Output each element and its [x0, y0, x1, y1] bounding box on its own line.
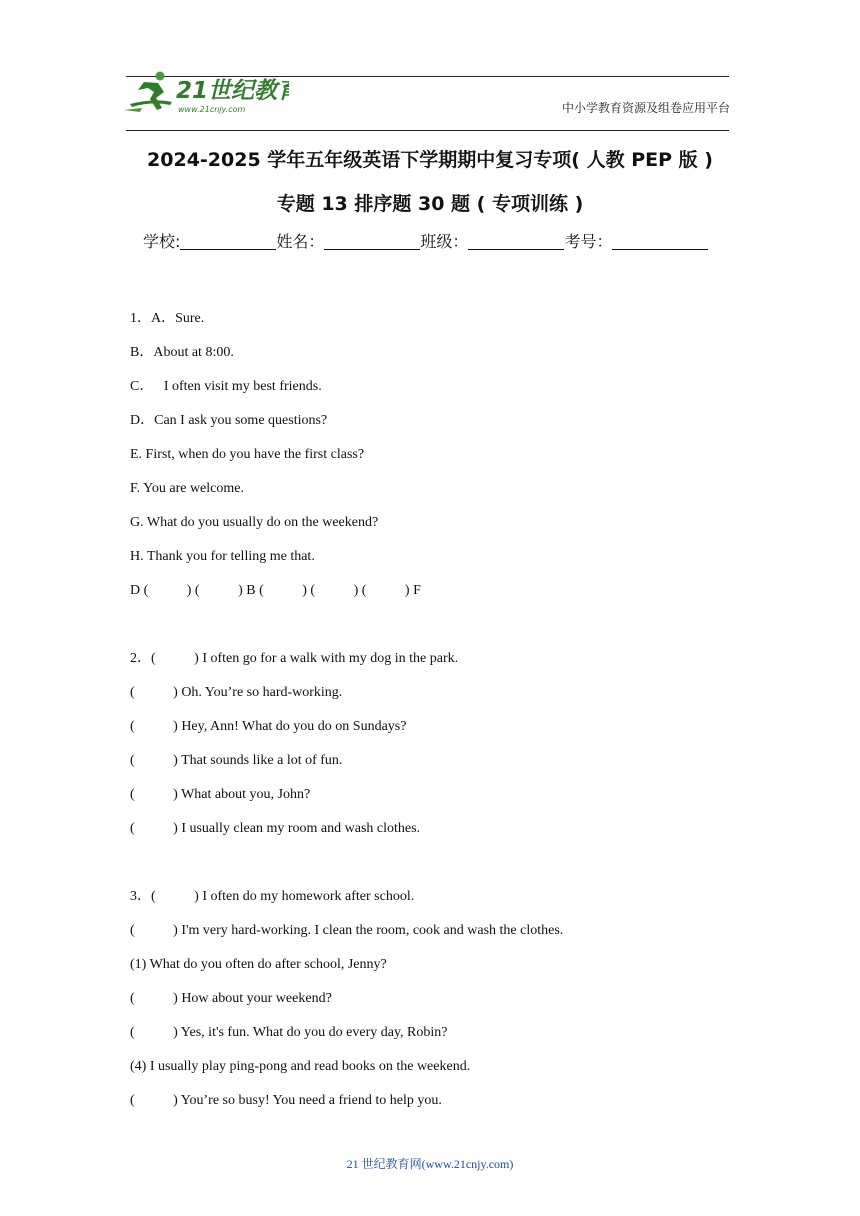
student-info-row [143, 229, 708, 252]
header-bottom-rule [126, 130, 729, 131]
number-blank[interactable] [612, 233, 708, 250]
question-line[interactable]: ( ) Hey, Ann! What do you do on Sundays? [130, 719, 407, 734]
school-label: 学校: [143, 232, 181, 251]
question-line[interactable]: 3．( ) I often do my homework after school. [130, 889, 415, 904]
site-logo [124, 68, 289, 116]
question-line: 1．A．Sure. [130, 311, 205, 326]
answer-sequence[interactable]: D ( ) ( ) B ( ) ( ) ( ) F [130, 583, 421, 598]
question-spacer [130, 853, 730, 887]
runner-icon [124, 68, 289, 116]
question-spacer [130, 615, 730, 649]
question-line[interactable]: 2．( ) I often go for a walk with my dog in the park. [130, 651, 459, 666]
question-line[interactable]: ( ) What about you, John? [130, 787, 311, 802]
question-line: F. You are welcome. [130, 481, 244, 496]
class-label: 班级： [420, 232, 469, 251]
page-subtitle: 专题 13 排序题 30 题 ( 专项训练 ) [276, 193, 584, 215]
logo-url: www.21cnjy.com [178, 105, 246, 114]
question-line: G. What do you usually do on the weekend? [130, 515, 379, 530]
question-line[interactable]: ( ) Oh. You’re so hard-working. [130, 685, 343, 700]
question-line[interactable]: ( ) I usually clean my room and wash clothes. [130, 821, 421, 836]
question-line: E. First, when do you have the first class? [130, 447, 365, 462]
logo-text: 21世纪教育 [176, 78, 289, 104]
question-line[interactable]: ( ) How about your weekend? [130, 991, 332, 1006]
question-line[interactable]: ( ) I'm very hard-working. I clean the room, cook and wash the clothes. [130, 923, 564, 938]
question-line: (1) What do you often do after school, Jenny? [130, 957, 387, 972]
school-blank[interactable] [180, 233, 276, 250]
question-1 [130, 309, 730, 615]
class-blank[interactable] [468, 233, 564, 250]
question-line[interactable]: ( ) That sounds like a lot of fun. [130, 753, 343, 768]
name-label: 姓名： [276, 232, 325, 251]
question-line: D．Can I ask you some questions? [130, 413, 328, 428]
question-line: C． I often visit my best friends. [130, 379, 322, 394]
name-blank[interactable] [324, 233, 420, 250]
footer-link[interactable]: 21 世纪教育网(www.21cnjy.com) [346, 1157, 514, 1171]
question-line[interactable]: ( ) Yes, it's fun. What do you do every day, Robin? [130, 1025, 448, 1040]
page-title: 2024-2025 学年五年级英语下学期期中复习专项( 人教 PEP 版 ) [147, 149, 713, 171]
question-2 [130, 649, 730, 853]
platform-tagline: 中小学教育资源及组卷应用平台 [561, 101, 730, 115]
question-line: H. Thank you for telling me that. [130, 549, 315, 564]
question-line: B．About at 8:00. [130, 345, 234, 360]
question-list [130, 309, 730, 1125]
question-3 [130, 887, 730, 1125]
question-line: (4) I usually play ping-pong and read books on the weekend. [130, 1059, 471, 1074]
question-line[interactable]: ( ) You’re so busy! You need a friend to help you. [130, 1093, 442, 1108]
number-label: 考号： [564, 232, 613, 251]
